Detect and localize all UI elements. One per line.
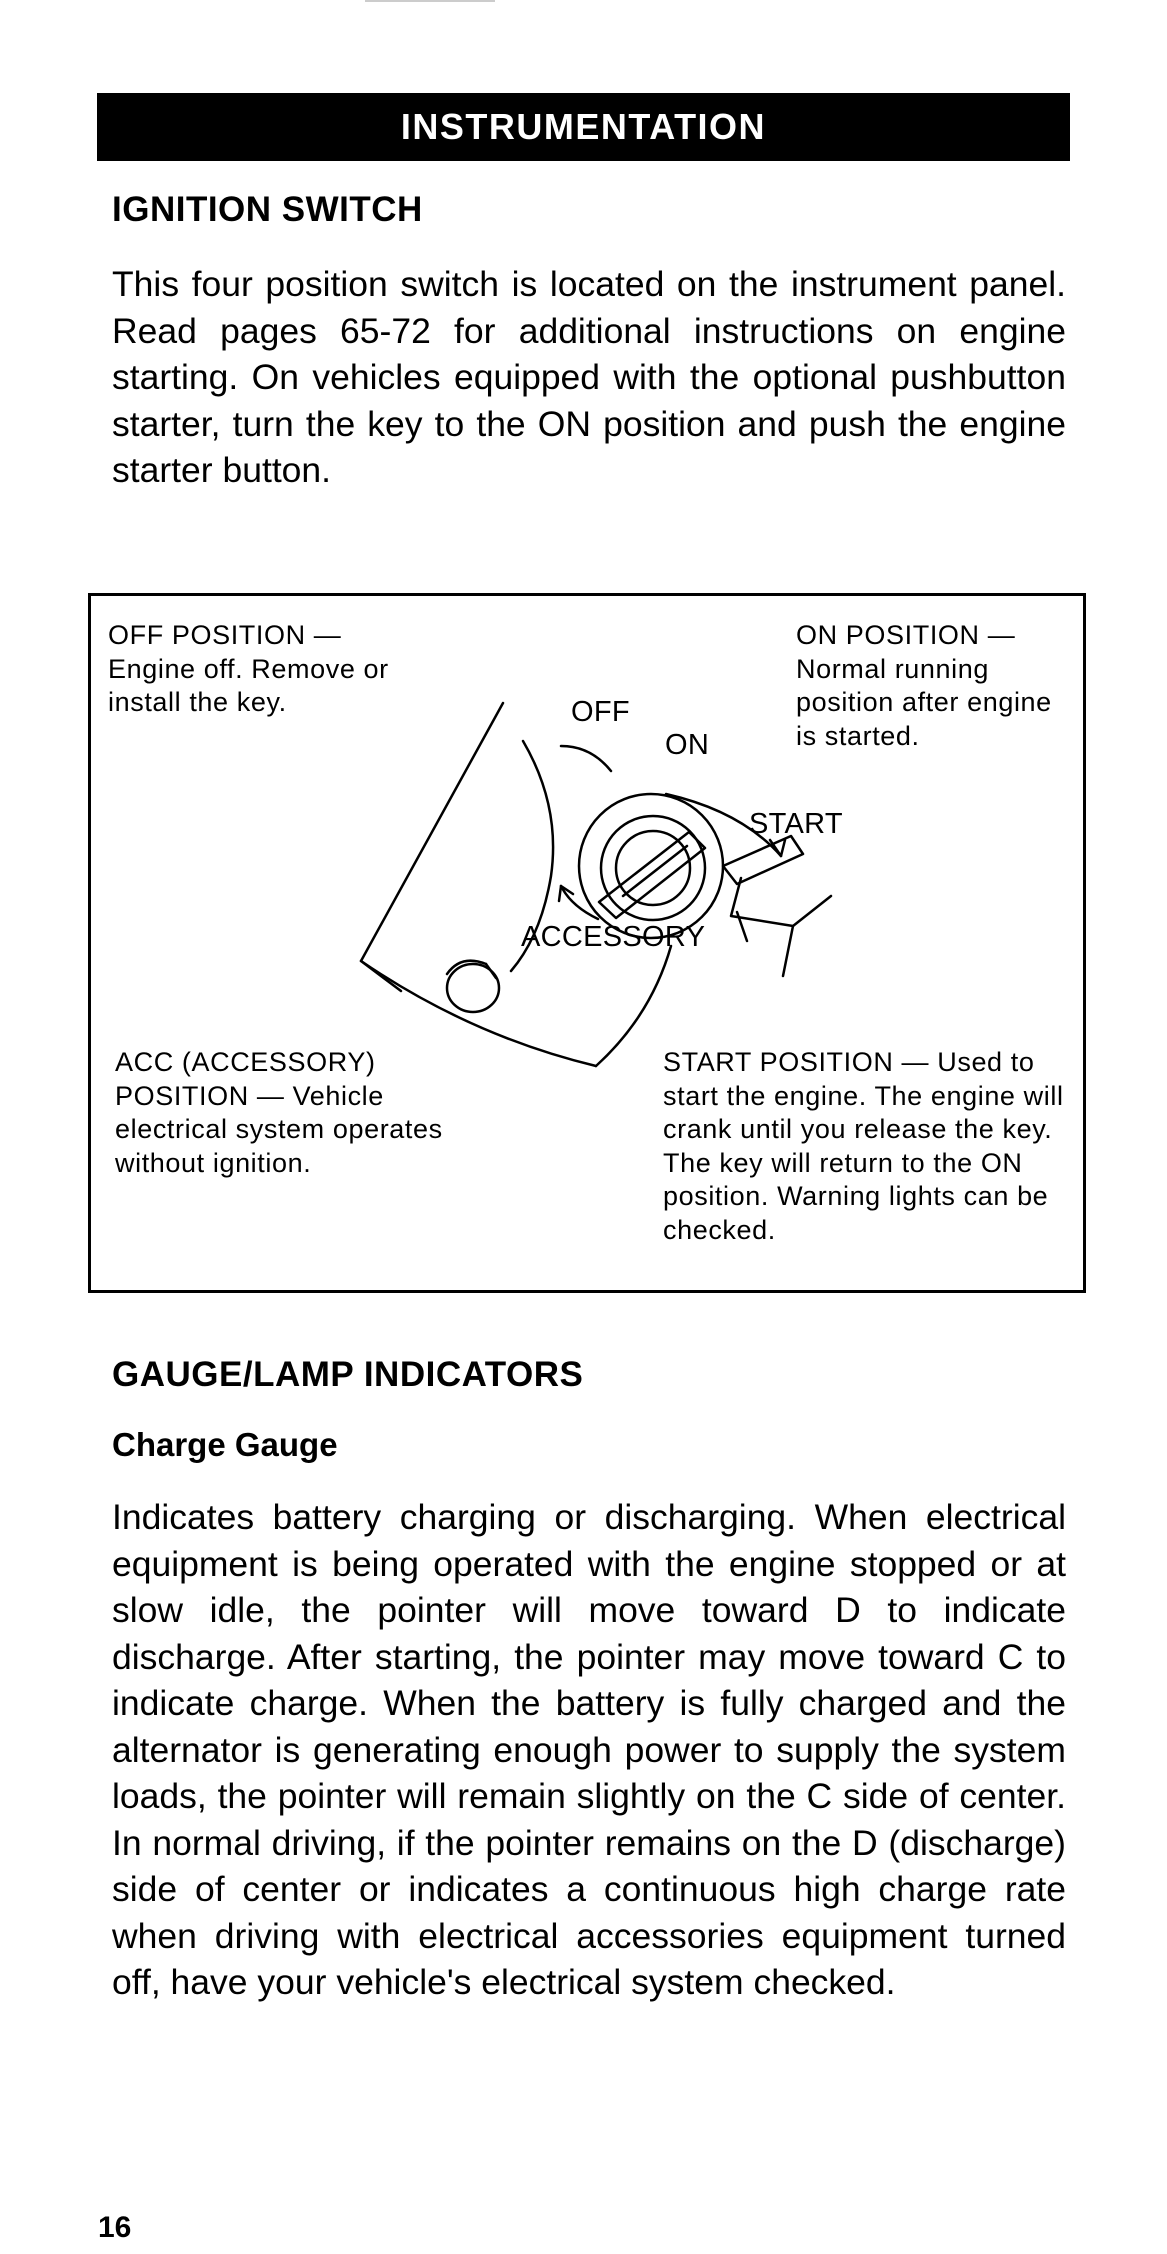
acc-position-caption: ACC (ACCESSORY) POSITION — Vehicle electrical system operates without ignition.	[115, 1047, 443, 1178]
charge-gauge-description: Indicates battery charging or discharging. When electrical equipment is being operated with the engine stopped or at slow idle, the pointer will move toward D to indicate discharge. After starting, the pointer may move toward C to indicate charge. When the battery is fully charged and the alternator is generating enough power to supply the system loads, the pointer will remain slightly on the C side of center. In normal driving, if the pointer remains on the D (discharge) side of center or indicates a continuous high charge rate when driving with electrical accessories equipment turned off, have your vehicle's electrical system checked.	[112, 1497, 1066, 2002]
accessory-pointer	[737, 912, 747, 941]
off-label: OFF	[571, 696, 630, 728]
pushbutton-rim-edge	[486, 964, 496, 978]
key-head	[723, 836, 803, 884]
on-position-caption: ON POSITION — Normal running position after engine is started.	[796, 620, 1052, 751]
key-bow-tail	[783, 926, 793, 976]
top-edge-mark	[365, 0, 495, 2]
on-label: ON	[665, 729, 710, 761]
off-position-caption: OFF POSITION — Engine off. Remove or install the key.	[108, 620, 389, 717]
page-number: 16	[98, 2211, 132, 2244]
accessory-label: ACCESSORY	[521, 921, 706, 953]
panel-upper-contour	[561, 746, 611, 771]
ignition-switch-description: This four position switch is located on the instrument panel. Read pages 65-72 for additional instructions on engine starting. On vehicles equipped with the optional pushbutton starter, turn the key to the ON position and push the engine starter button.	[112, 264, 1066, 490]
key-bow	[731, 878, 831, 926]
gauge-lamp-indicators-heading: GAUGE/LAMP INDICATORS	[112, 1355, 584, 1394]
panel-right-contour	[596, 946, 671, 1066]
panel-outer-edge	[361, 703, 503, 991]
section-banner	[97, 93, 1070, 161]
ignition-switch-figure	[88, 593, 1086, 1293]
start-label: START	[749, 808, 843, 840]
ignition-switch-heading: IGNITION SWITCH	[112, 190, 423, 229]
section-title: INSTRUMENTATION	[400, 106, 767, 147]
start-position-caption: START POSITION — Used to start the engine. The engine will crank until you release the key. The key will return to the ON position. Warning lights can be checked.	[663, 1047, 1064, 1245]
charge-gauge-heading: Charge Gauge	[112, 1426, 338, 1463]
